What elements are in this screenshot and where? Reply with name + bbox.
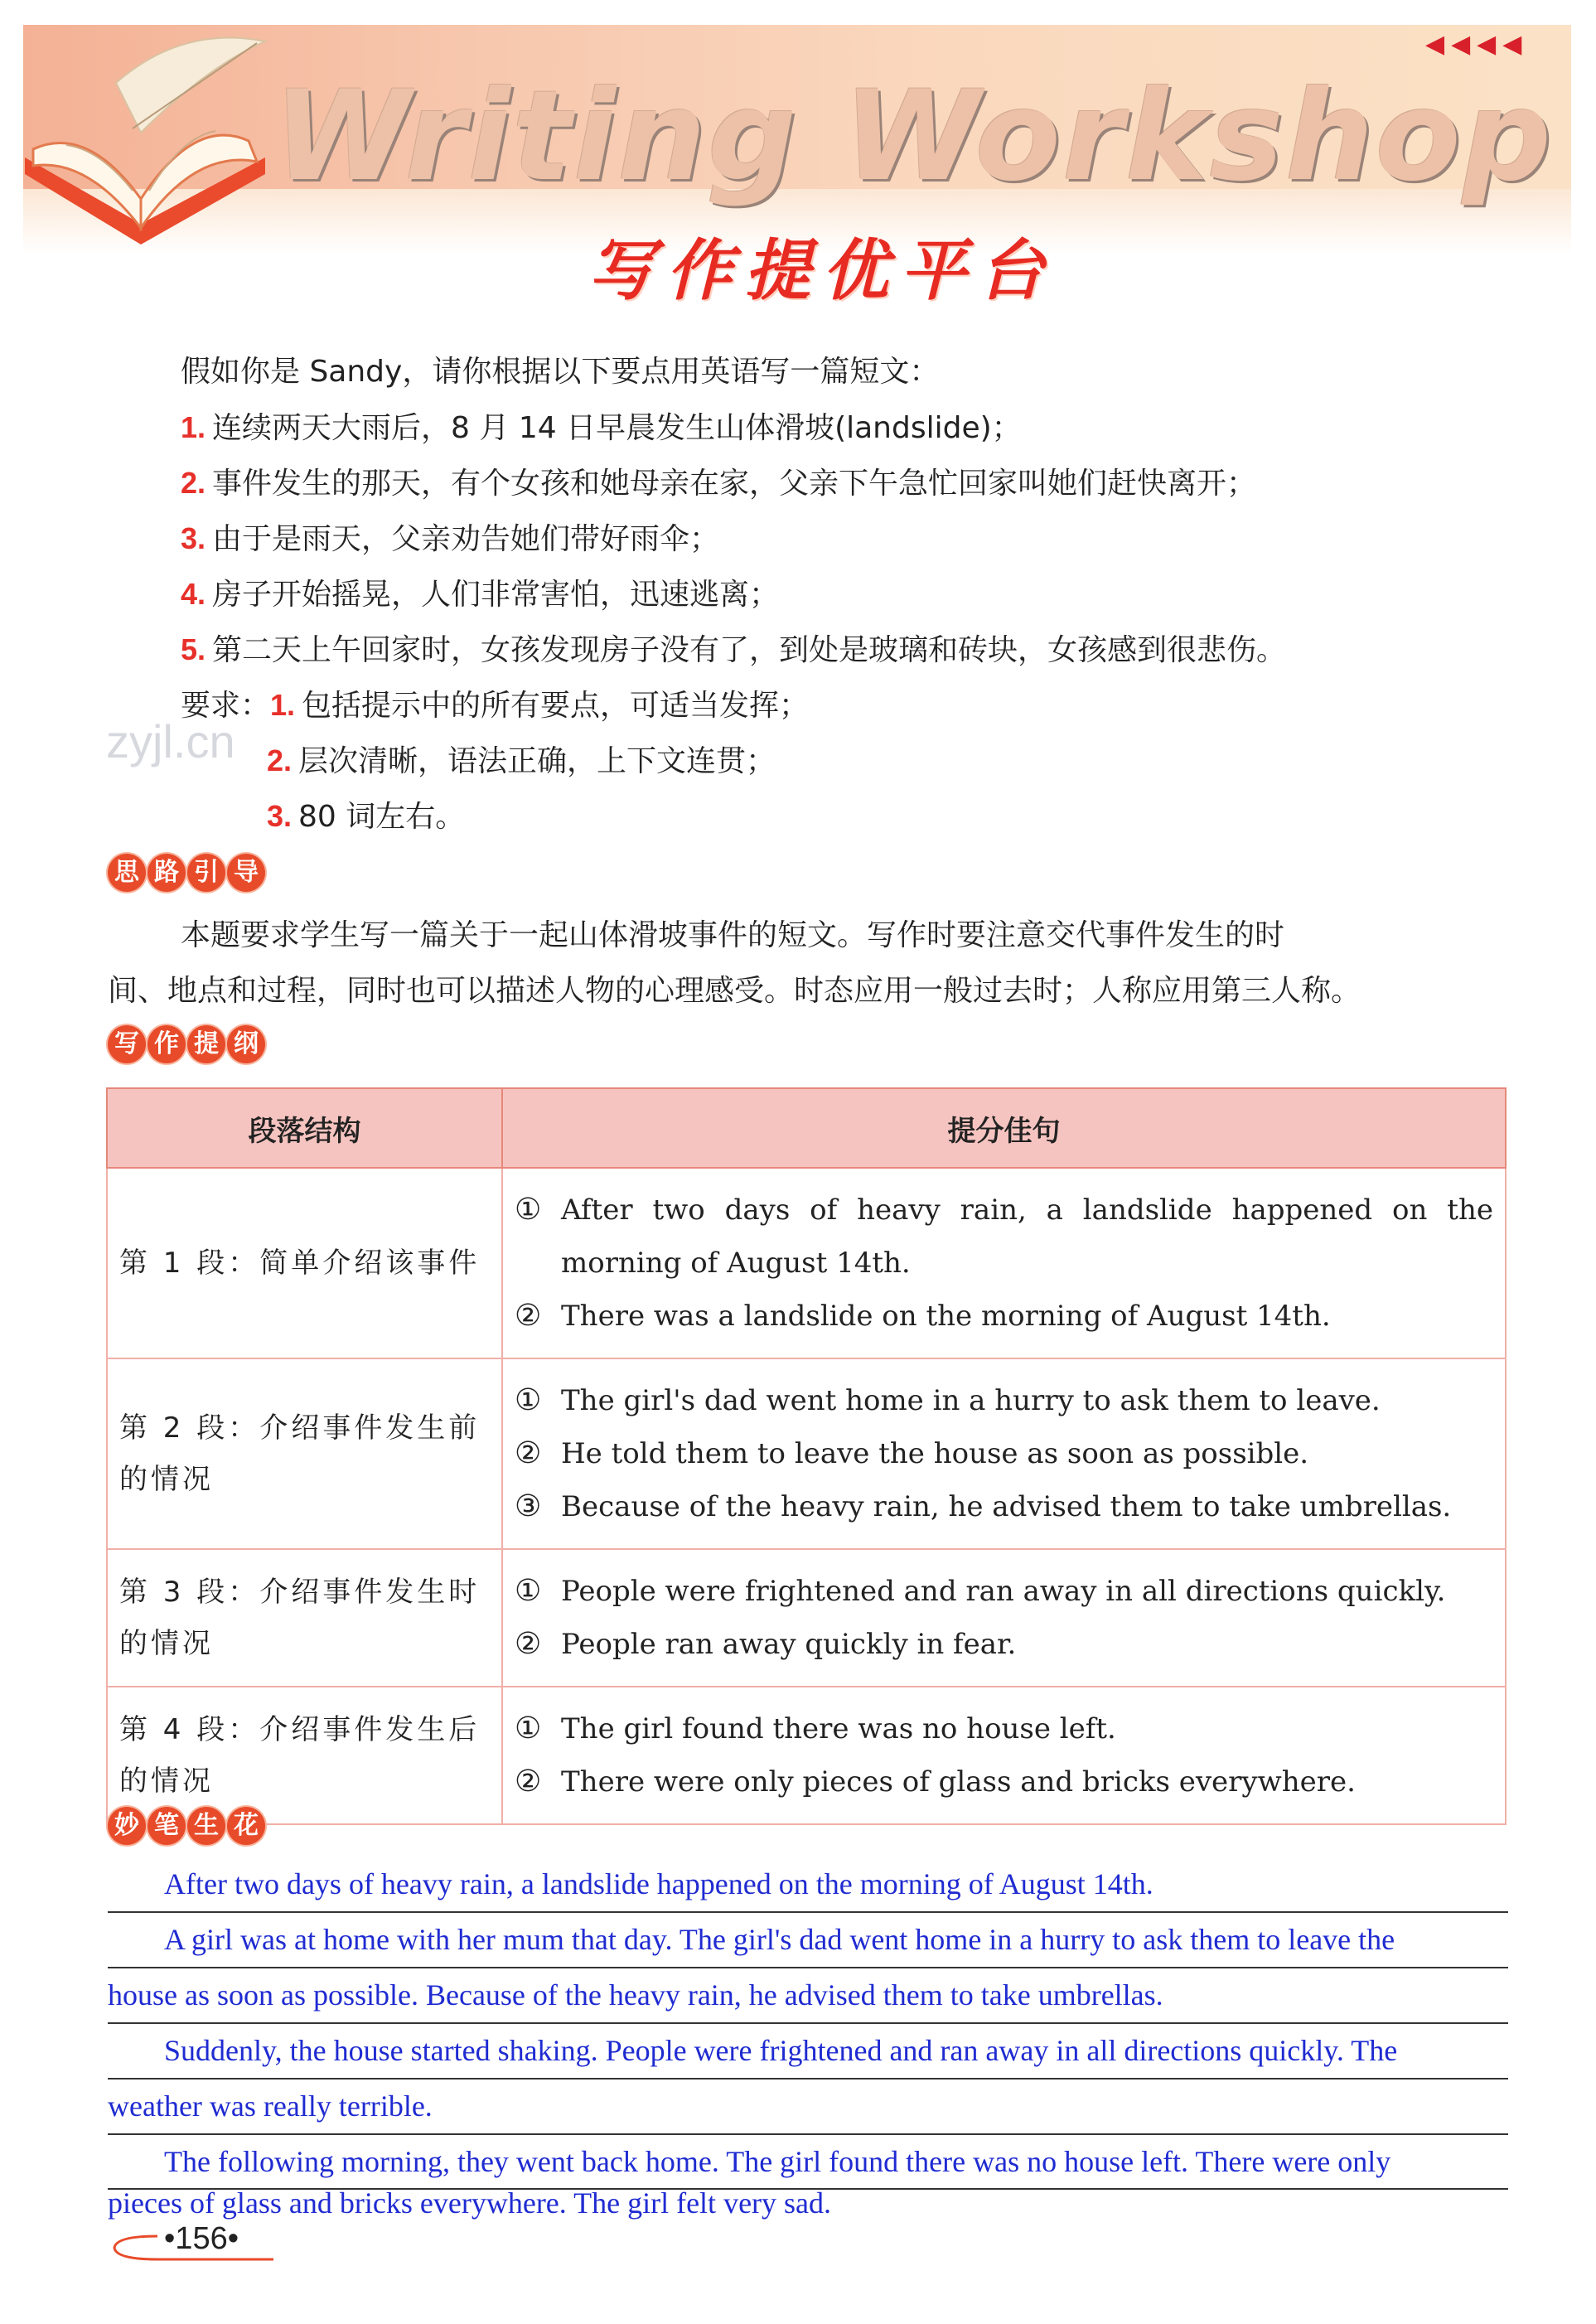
requirement-item: 要求：1. 包括提示中的所有要点，可适当发挥；: [181, 688, 810, 723]
table-header-row: [107, 1088, 1506, 1168]
prompt-point: 4. 房子开始摇晃，人们非常害怕，迅速逃离；: [181, 577, 780, 612]
page-title: Writing Workshop: [273, 65, 1554, 209]
table-row: [107, 1687, 1506, 1824]
essay-line: house as soon as possible. Because of the heavy rain, he advised them to take umbrellas.: [108, 1968, 1508, 2024]
prompt-point: 1. 连续两天大雨后，8 月 14 日早晨发生山体滑坡(landslide)；: [181, 410, 1022, 445]
sentences-cell: ① People were frightened and ran away in all directions quickly. ② People ran away quickly in fear.: [502, 1549, 1506, 1687]
paragraph-cell: 第 1 段：简单介绍该事件: [107, 1168, 502, 1358]
guide-badge: 思 路 引 导: [108, 854, 265, 892]
prompt-point: 2. 事件发生的那天，有个女孩和她母亲在家，父亲下午急忙回家叫她们赶快离开；: [181, 466, 1257, 501]
open-book-quill-icon: [17, 33, 282, 274]
guide-text-line: 间、地点和过程，同时也可以描述人物的心理感受。时态应用一般过去时；人称应用第三人称。: [108, 974, 1361, 1008]
prompt-point: 5. 第二天上午回家时，女孩发现房子没有了，到处是玻璃和砖块，女孩感到很悲伤。: [181, 632, 1287, 667]
table-row: [107, 1549, 1506, 1687]
essay-line: A girl was at home with her mum that day. The girl's dad went home in a hurry to ask them to leave the: [108, 1912, 1508, 1968]
prompt-point: 3. 由于是雨天，父亲劝告她们带好雨伞；: [181, 521, 720, 556]
page-number: •156•: [164, 2221, 239, 2256]
page-subtitle: 写作提优平台: [588, 232, 1056, 309]
guide-text-line: 本题要求学生写一篇关于一起山体滑坡事件的短文。写作时要注意交代事件发生的时: [181, 918, 1285, 952]
essay-rule: [108, 2188, 1508, 2190]
table-row: [107, 1168, 1506, 1358]
essay-line: weather was really terrible.: [108, 2079, 1508, 2135]
prompt-intro: 假如你是 Sandy，请你根据以下要点用英语写一篇短文：: [181, 355, 940, 389]
essay-line: After two days of heavy rain, a landslide happened on the morning of August 14th.: [108, 1857, 1508, 1913]
watermark: zyjl.cn: [106, 715, 235, 767]
arrow-left-icons: ◀◀◀◀: [1425, 30, 1529, 59]
sentences-cell: ① The girl found there was no house left. ② There were only pieces of glass and bricks everywhere.: [502, 1687, 1506, 1824]
paragraph-cell: 第 2 段：介绍事件发生前的情况: [107, 1358, 502, 1549]
essay-line: pieces of glass and bricks everywhere. The girl felt very sad.: [108, 2186, 832, 2220]
outline-badge: 写 作 提 纲: [108, 1025, 265, 1063]
sentences-cell: ① The girl's dad went home in a hurry to ask them to leave. ② He told them to leave the house as soon as possible. ③ Because of the heavy rain, he advised them to take umbrellas.: [502, 1358, 1506, 1549]
paragraph-cell: 第 3 段：介绍事件发生时的情况: [107, 1549, 502, 1687]
header-paragraph-structure: 段落结构: [107, 1088, 502, 1168]
outline-table: [106, 1087, 1507, 1825]
requirement-item: 3. 80 词左右。: [267, 799, 466, 834]
paragraph-cell: 第 4 段：介绍事件发生后的情况: [107, 1687, 502, 1824]
sentences-cell: ① After two days of heavy rain, a landslide happened on the morning of August 14th. ② There was a landslide on the morning of August 14th.: [502, 1168, 1506, 1358]
header-key-sentences: 提分佳句: [502, 1088, 1506, 1168]
sample-badge: 妙 笔 生 花: [108, 1807, 265, 1845]
requirement-item: 2. 层次清晰，语法正确，上下文连贯；: [267, 743, 776, 778]
table-row: [107, 1358, 1506, 1549]
essay-line: Suddenly, the house started shaking. People were frightened and ran away in all directions quickly. The: [108, 2023, 1508, 2079]
essay-line: The following morning, they went back home. The girl found there was no house left. There were only: [164, 2145, 1391, 2178]
